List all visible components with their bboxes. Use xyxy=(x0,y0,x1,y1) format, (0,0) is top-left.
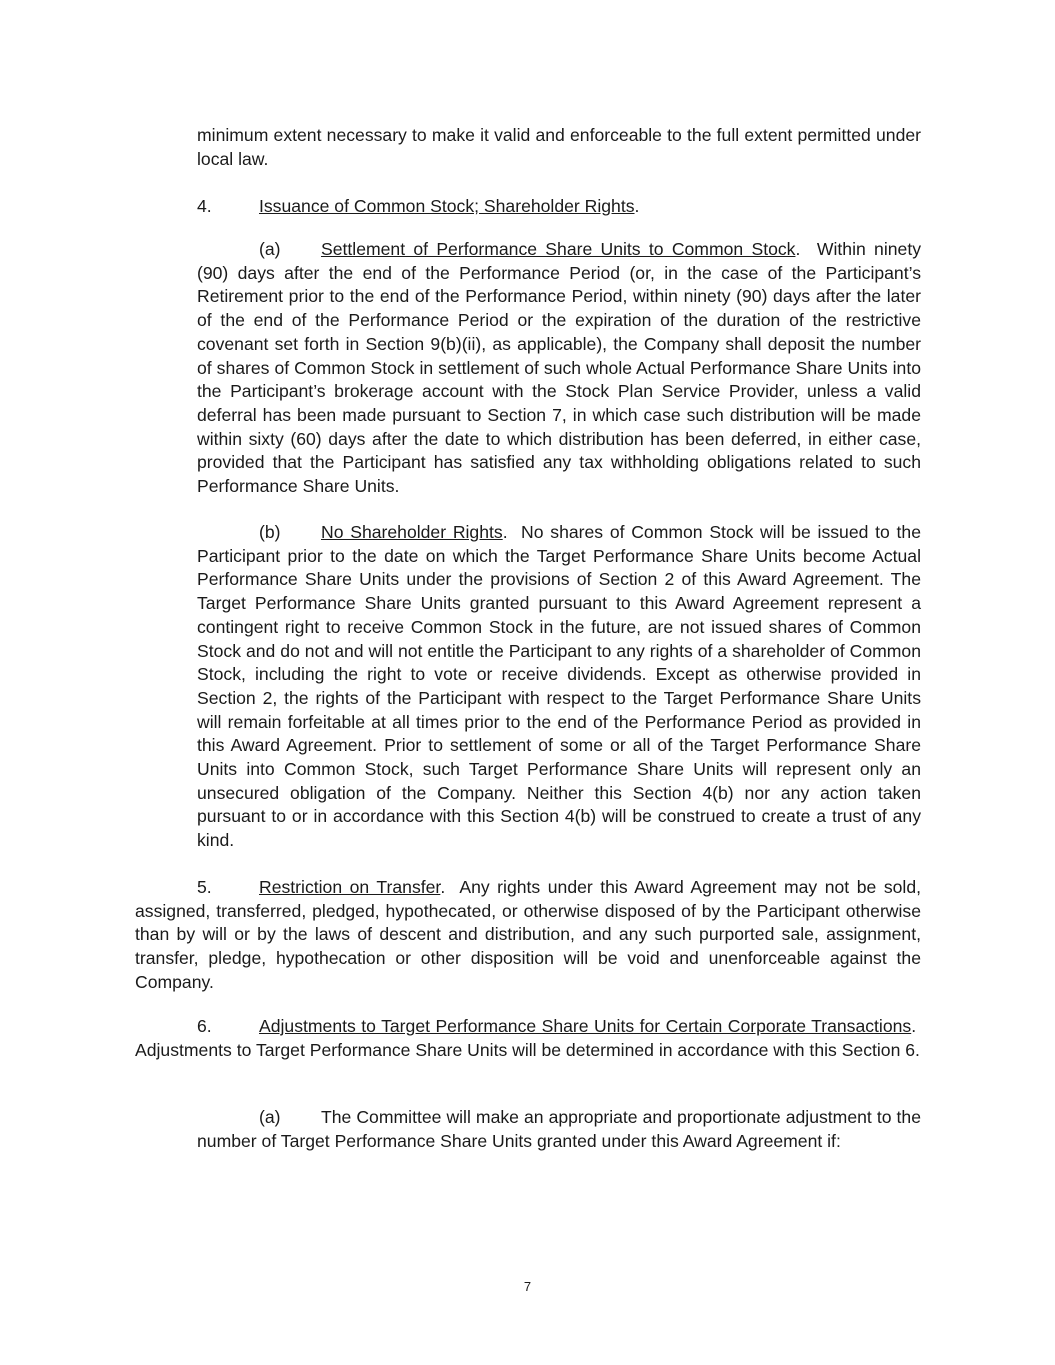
section-6a-body: The Committee will make an appropriate and proportionate adjustment to the number of Target Performance Share Units granted under this Award Agreement if: xyxy=(197,1107,921,1151)
section-4a-heading: Settlement of Performance Share Units to Common Stock xyxy=(321,239,796,259)
section-4b-body: No shares of Common Stock will be issued to the Participant prior to the date on which the Target Performance Share Units become Actual Performance Share Units under the provisions of Section 2 of this Award Agreement. The Target Performance Share Units granted pursuant to this Award Agreement represent a contingent right to receive Common Stock in the future, are not issued shares of Common Stock and do not and will not entitle the Participant to any rights of a shareholder of Common Stock, including the right to vote or receive dividends. Except as otherwise provided in Section 2, the rights of the Participant with respect to the Target Performance Share Units will remain forfeitable at all times prior to the end of the Performance Period as provided in this Award Agreement. Prior to settlement of some or all of the Target Performance Share Units into Common Stock, such Target Performance Share Units will represent only an unsecured obligation of the Company. Neither this Section 4(b) nor any action taken pursuant to or in accordance with this Section 4(b) will be construed to create a trust of any kind. xyxy=(197,522,921,851)
section-4-heading xyxy=(197,195,921,219)
section-5-heading-period: . xyxy=(440,877,446,897)
section-4a-paragraph xyxy=(197,238,921,499)
section-4a-heading-period: . xyxy=(795,239,801,259)
section-4b-heading: No Shareholder Rights xyxy=(321,522,503,542)
section-6-body: Adjustments to Target Performance Share Units will be determined in accordance with this Section 6. xyxy=(135,1039,920,1060)
section-5-heading: Restriction on Transfer xyxy=(259,877,441,897)
section-4a-label: (a) xyxy=(259,239,281,259)
section-4-title-period: . xyxy=(634,196,640,216)
section-4a-body: Within ninety (90) days after the end of the Performance Period (or, in the case of the Participant’s Retirement prior to the end of the Performance Period, within ninety (90) days after the later of the end of the Performance Period or the expiration of the duration of the restrictive covenant set forth in Section 9(b)(ii), as applicable), the Company shall deposit the number of shares of Common Stock in settlement of such whole Actual Performance Share Units into the Participant’s brokerage account with the Stock Plan Service Provider, unless a valid deferral has been made pursuant to Section 7, in which case such distribution will be made within sixty (60) days after the date to which distribution has been deferred, in either case, provided that the Participant has satisfied any tax withholding obligations related to such Performance Share Units. xyxy=(197,239,922,497)
section-4-title: Issuance of Common Stock; Shareholder Rights xyxy=(259,196,635,216)
section-4b-heading-period: . xyxy=(502,522,508,542)
section-4-number: 4. xyxy=(197,196,212,216)
section-6-paragraph xyxy=(135,1015,921,1062)
section-5-body: Any rights under this Award Agreement may not be sold, assigned, transferred, pledged, hypothecated, or otherwise disposed of by the Participant otherwise than by will or by the laws of descent and distribution, and any such purported sale, assignment, transfer, pledge, hypothecation or other disposition will be void and unenforceable against the Company. xyxy=(135,877,921,992)
section-4b-paragraph xyxy=(197,521,921,853)
section-6a-paragraph xyxy=(197,1106,921,1153)
section-6-heading: Adjustments to Target Performance Share Units for Certain Corporate Transactions xyxy=(259,1016,912,1036)
section-6-heading-period: . xyxy=(911,1016,917,1036)
continuation-text: minimum extent necessary to make it valid and enforceable to the full extent permitted under local law. xyxy=(197,125,921,169)
section-6a-label: (a) xyxy=(259,1107,281,1127)
section-5-paragraph xyxy=(135,876,921,995)
section-5-number: 5. xyxy=(197,877,212,897)
section-4b-label: (b) xyxy=(259,522,281,542)
continuation-paragraph xyxy=(197,124,921,171)
page-number: 7 xyxy=(523,1279,532,1294)
section-6-number: 6. xyxy=(197,1016,212,1036)
